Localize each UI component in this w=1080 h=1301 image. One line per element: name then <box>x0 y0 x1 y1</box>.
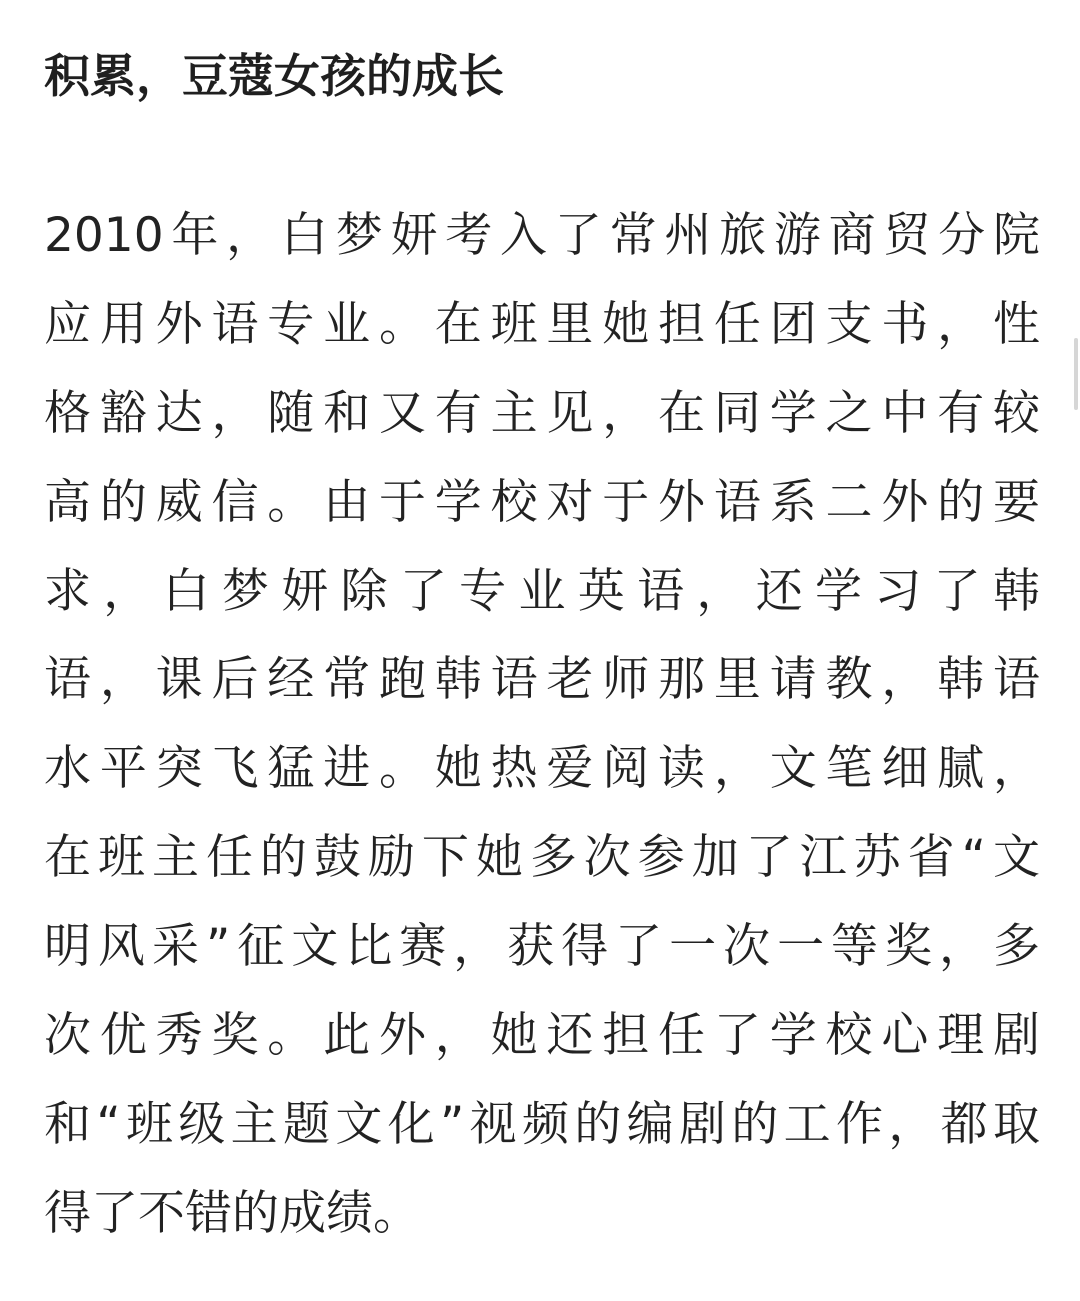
paragraph-line: 和“班级主题文化”视频的编剧的工作，都取 <box>44 1096 1040 1152</box>
scrollbar-thumb[interactable] <box>1074 338 1078 410</box>
paragraph-line: 2010年，白梦妍考入了常州旅游商贸分院 <box>44 208 1040 263</box>
paragraph-line: 语，课后经常跑韩语老师那里请教，韩语 <box>44 652 1040 708</box>
paragraph-line: 次优秀奖。此外，她还担任了学校心理剧 <box>44 1008 1040 1064</box>
paragraph-line: 高的威信。由于学校对于外语系二外的要 <box>44 474 1040 530</box>
paragraph-line: 格豁达，随和又有主见，在同学之中有较 <box>44 385 1040 441</box>
article-body <box>44 192 1040 1259</box>
paragraph-line: 明风采”征文比赛，获得了一次一等奖，多 <box>44 919 1040 975</box>
paragraph-line: 水平突飞猛进。她热爱阅读，文笔细腻， <box>44 741 1040 797</box>
paragraph-line: 应用外语专业。在班里她担任团支书，性 <box>44 296 1040 352</box>
article-title: 积累，豆蔻女孩的成长 <box>44 49 504 103</box>
paragraph-line: 得了不错的成绩。 <box>44 1185 420 1241</box>
paragraph-line: 求，白梦妍除了专业英语，还学习了韩 <box>44 563 1040 619</box>
paragraph-line: 在班主任的鼓励下她多次参加了江苏省“文 <box>44 830 1040 886</box>
